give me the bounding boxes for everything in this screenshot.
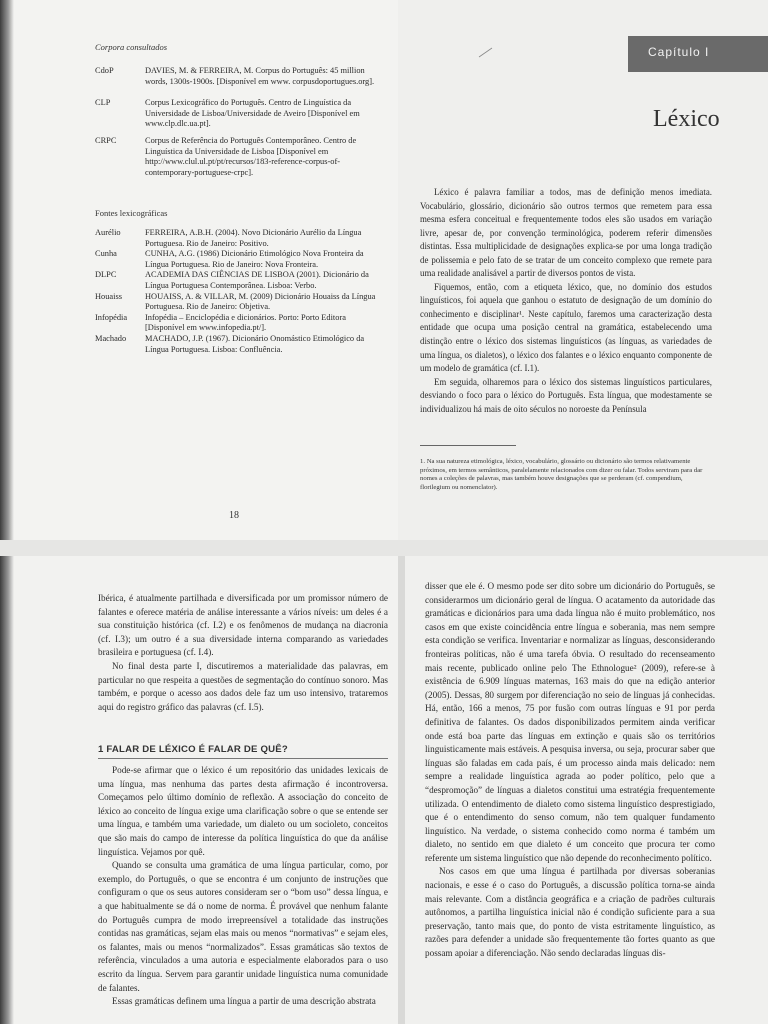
entry-key: Aurélio <box>95 228 121 237</box>
corpora-list <box>95 66 380 178</box>
entry-text: Corpus Lexicográfico do Português. Centro de Linguística da Universidade de Lisboa/Universidade de Aveiro [Disponível em www.clp.dlc.ua.pt]. <box>145 98 360 129</box>
corpora-heading: Corpora consultados <box>95 42 168 52</box>
entry-text: HOUAISS, A. & VILLAR, M. (2009) Dicionário Houaiss da Língua Portuguesa. Rio de Janeiro: Objetiva. <box>145 291 376 312</box>
paragraph: Léxico é palavra familiar a todos, mas de definição menos imediata. Vocabulário, glossário, dicionário são outros termos que remetem para essa mesma esfera conceitual e frequentemente todos eles são usados em variação livre, apesar de, por convenção terminológica, poderem referir dimensões distintas. Essa multiplicidade de designações explica-se por uma longa tradição de polissemia e pelo fato de se tratar de um conceito complexo que remete para uma realidade analisável a partir de diversos pontos de vista. <box>420 187 712 279</box>
entry-text: MACHADO, J.P. (1967). Dicionário Onomástico Etimológico da Língua Portuguesa. Lisboa: Confluência. <box>145 333 365 354</box>
entry-key: DLPC <box>95 270 117 280</box>
binding-shadow <box>0 556 14 1024</box>
entry-text: FERREIRA, A.B.H. (2004). Novo Dicionário Aurélio da Língua Portuguesa. Rio de Janeiro: Positivo. <box>145 228 362 248</box>
chapter-intro-text <box>420 186 712 416</box>
section-heading: 1 FALAR DE LÉXICO É FALAR DE QUÊ? <box>98 744 288 755</box>
body-text-bottom <box>98 764 388 1009</box>
footnote-rule <box>420 445 516 446</box>
source-entry <box>95 334 385 355</box>
body-text-top <box>98 592 388 714</box>
source-entry <box>95 313 385 334</box>
entry-text: Infopédia – Enciclopédia e dicionários. Porto: Porto Editora [Disponível em www.infopedia.pt/]. <box>145 312 346 333</box>
page-right-body <box>405 556 768 1024</box>
source-entry <box>95 292 385 313</box>
paragraph: No final desta parte I, discutiremos a materialidade das palavras, em particular no que respeita a questões de segmentação do contínuo sonoro. Mas também, e porque o acesso aos dados dele faz um uso intensivo, trataremos aqui do registro gráfico das palavras (cf. I.5). <box>98 660 388 712</box>
body-text <box>425 580 715 961</box>
paragraph: Nos casos em que uma língua é partilhada por diversas soberanias nacionais, e esse é o caso do Português, a discussão política torna-se ainda mais relevante. Com a distância geográfica e a criação de padrões culturais autônomos, a partilha linguística inicial não é condição suficiente para a sua preservação, tanto mais que, do ponto de vista estritamente linguístico, as razões para defender a unidade são frequentemente tão fortes quanto as que possam apoiar a diferenciação. Não sendo declaradas línguas dis- <box>425 866 715 959</box>
source-entry <box>95 228 385 249</box>
binding-shadow <box>0 0 14 540</box>
paragraph: Pode-se afirmar que o léxico é um repositório das unidades lexicais de uma língua, mas nenhuma das partes desta afirmação é incontroversa. Começamos pelo último domínio de reflexão. A associação do conceito de léxico ao conceito de língua exige uma clarificação sobre o que se entende ser uma língua, e também uma variedade, um dialeto ou um socioleto, conceitos que são mais do campo de interesse da política linguística do que da análise linguística. Vejamos por quê. <box>98 765 388 857</box>
entry-key: CRPC <box>95 136 117 145</box>
corpora-entry <box>95 136 380 178</box>
page-left-body <box>0 556 398 1024</box>
entry-key: CLP <box>95 98 111 107</box>
chapter-title: Léxico <box>653 106 720 132</box>
spread-gap <box>0 540 768 556</box>
entry-key: CdoP <box>95 66 114 75</box>
page-number: 18 <box>229 510 239 521</box>
paragraph: Em seguida, olharemos para o léxico dos sistemas linguísticos particulares, desviando o foco para o léxico do Português. Esta língua, que modestamente se individualizou há mais de oito séculos no noroeste da Península <box>420 376 712 414</box>
source-entry <box>95 270 385 291</box>
sources-list <box>95 228 385 355</box>
entry-text: DAVIES, M. & FERREIRA, M. Corpus do Português: 45 million words, 1300s-1900s. [Disponível em www. corpusdoportugues.org]. <box>145 66 375 86</box>
page-bibliography <box>0 0 398 540</box>
pen-mark-icon <box>478 46 494 58</box>
entry-text: ACADEMIA DAS CIÊNCIAS DE LISBOA (2001). Dicionário da Língua Portuguesa Contemporânea. Lisboa: Verbo. <box>145 270 369 290</box>
footnote: 1. Na sua natureza etimológica, léxico, vocabulário, glossário ou dicionário são termos relativamente próximos, em termos semânticos, paralelamente relacionados com dizer ou falar. Todos serviram para dar nomes a coleções de palavras, mas também houve designações que se perderam (cf. compendium, florilegium ou nomenclator). <box>420 458 703 491</box>
paragraph: Ibérica, é atualmente partilhada e diversificada por um promissor número de falantes e oferece matéria de análise interessante a vários níveis: um deles é a sua constituição histórica (cf. I.2) e os fenômenos de mudança na diacronia (cf. I.3); um outro é a sua diversidade interna comparando as variedades brasileira e portuguesa (cf. I.4). <box>98 593 388 658</box>
entry-text: CUNHA, A.G. (1986) Dicionário Etimológico Nova Fronteira da Língua Portuguesa. Rio de Janeiro: Nova Fronteira. <box>145 249 364 269</box>
book-spine <box>398 556 405 1024</box>
paragraph: Quando se consulta uma gramática de uma língua particular, como, por exemplo, do Português, o que se encontra é um conjunto de instruções que configuram o que os seus autores consideram ser o “bom uso” dessa língua, e a que habitualmente se dá o nome de norma. É provável que nenhum falante do Português cumpra de modo irrepreensível a totalidade das instruções contidas nas gramáticas, sejam elas mais ou menos “normativas” e sejam eles, os falantes, mais ou menos “normalizados”. Essas gramáticas são textos de referência, vinculados a uma autoria e especialmente elaborados para o uso escrito da língua. Servem para garantir unidade linguística numa comunidade de falantes. <box>98 860 388 993</box>
entry-key: Houaiss <box>95 291 122 301</box>
corpora-entry <box>95 98 380 136</box>
paragraph: disser que ele é. O mesmo pode ser dito sobre um dicionário do Português, se considerarmos um dicionário geral de língua. O acatamento da autoridade das gramáticas e dicionários para uma dada língua não é muito problemático, nos casos em que existe coincidência entre língua e soberania, mas nem sempre esta condição se verifica. Inventariar e normalizar as línguas, desconsiderando fronteiras políticas, não é uma tarefa óbvia. O resultado do recenseamento mais recente, publicado online pelo The Ethnologue² (2009), refere-se à existência de 6.909 línguas maternas, 163 mais do que na edição anterior (2005). Dessas, 80 surgem por diferenciação no seio de línguas já conhecidas. Há, então, 166 a menos, 75 por fusão com outras línguas e 91 por perda definitiva de falantes. Os dados disponibilizados permitem ainda verificar onde está boa parte das línguas em extinção e quais são os territórios linguisticamente mais estáveis. A pesquisa inversa, ou seja, procurar saber que línguas são faladas em cada país, é um processo ainda mais delicado: nem sempre a realidade linguística agrada ao poder político, pelo que a “despromoção” de línguas a dialetos constitui uma estratégia frequentemente utilizada. O entendimento de dialeto como sistema linguístico desprestigiado, que é o entendimento do senso comum, não tem qualquer fundamento linguístico. Na verdade, o sistema conhecido como norma é também um dialeto, no sentido em que dialeto é um conceito que procura ter como referente um sistema linguístico que não depende do reconhecimento político. <box>425 581 715 863</box>
entry-key: Cunha <box>95 249 117 259</box>
paragraph: Essas gramáticas definem uma língua a partir de uma descrição abstrata <box>112 996 376 1007</box>
heading-underline <box>98 758 388 759</box>
page-chapter-opener <box>398 0 768 540</box>
corpora-entry <box>95 66 380 98</box>
sources-heading: Fontes lexicográficas <box>95 208 168 218</box>
paragraph: Fiquemos, então, com a etiqueta léxico, que, no domínio dos estudos linguísticos, foi aquela que ganhou o estatuto de designação de um domínio do conhecimento e disciplinar¹. Neste capítulo, faremos uma caracterização desta entidade que ocupa uma posição central na gramática, estabelecendo uma distinção entre o léxico dos sistemas linguísticos (as línguas, as variedades de uma língua, os dialetos), o léxico dos falantes e o léxico enquanto componente de um modelo de gramática (cf. I.1). <box>420 281 712 374</box>
entry-key: Machado <box>95 333 127 343</box>
chapter-label: Capítulo I <box>648 45 710 59</box>
entry-key: Infopédia <box>95 312 128 322</box>
entry-text: Corpus de Referência do Português Contemporâneo. Centro de Linguística da Universidade de Lisboa [Disponível em http://www.clul.ul.pt/pt/recursos/183-reference-corpus-of-contemporary-portuguese-crpc]. <box>145 136 357 177</box>
source-entry <box>95 249 385 270</box>
